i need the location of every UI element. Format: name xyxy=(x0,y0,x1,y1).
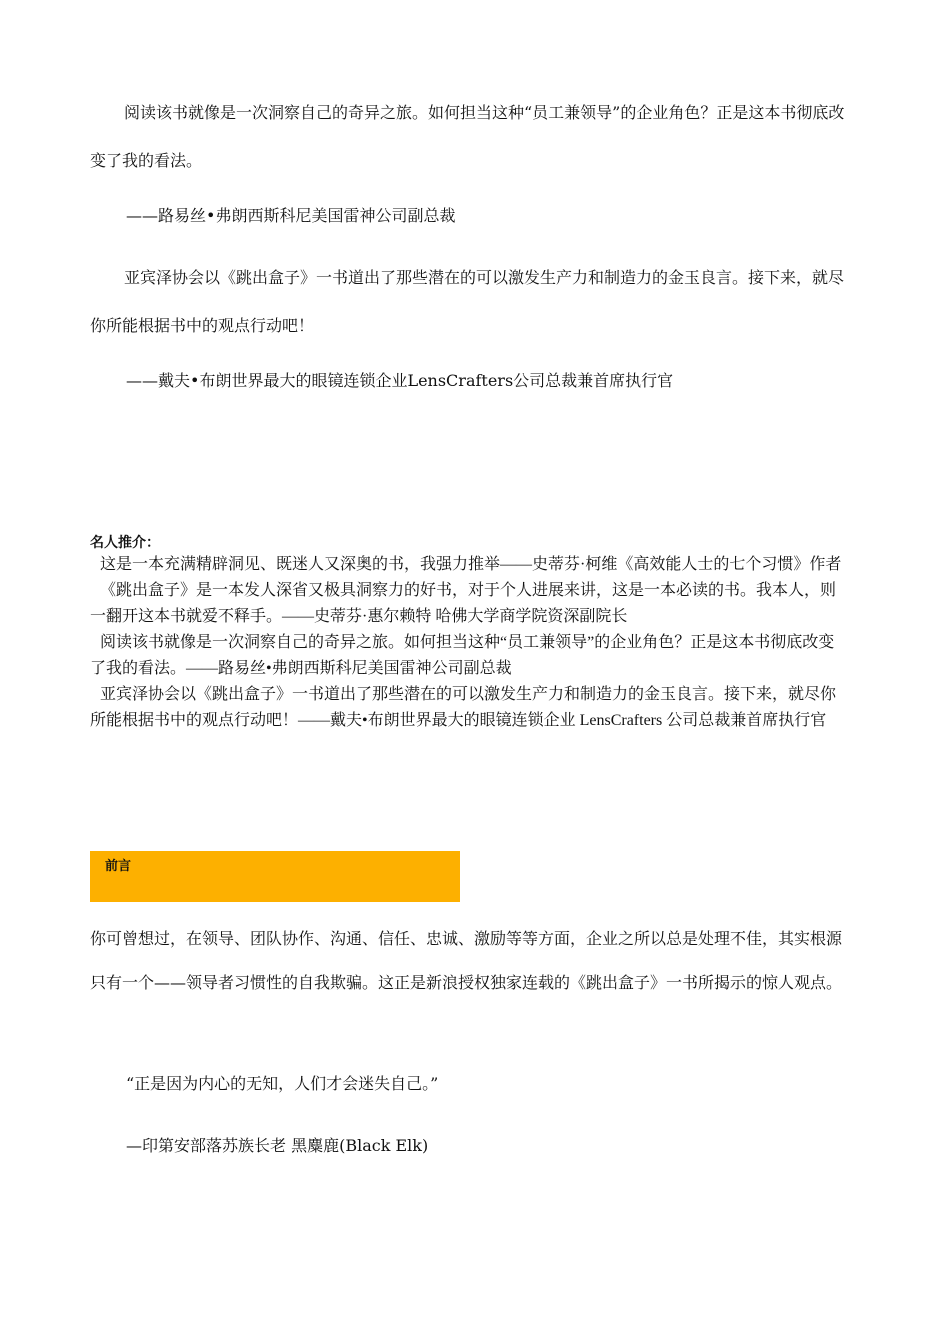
endorsement-signature: ——戴夫•布朗世界最大的眼镜连锁企业LensCrafters公司总裁兼首席执行官 xyxy=(126,371,674,390)
preface-quote-signature: —印第安部落苏族长老 黑麋鹿(Black Elk) xyxy=(126,1136,429,1155)
recommend-heading: 名人推介： xyxy=(90,534,160,550)
preface-paragraph: 你可曾想过，在领导、团队协作、沟通、信任、忠诚、激励等等方面，企业之所以总是处理不佳，其实根源只有一个——领导者习惯性的自我欺骗。这正是新浪授权独家连载的《跳出盒子》一书所揭示的惊人观点。 xyxy=(90,929,843,992)
preface-quote-attribution xyxy=(90,1134,850,1158)
endorsement-paragraph: 亚宾泽协会以《跳出盒子》一书道出了那些潜在的可以激发生产力和制造力的金玉良言。接下来，就尽你所能根据书中的观点行动吧！ xyxy=(90,268,845,335)
recommend-item: 这是一本充满精辟洞见、既迷人又深奥的书，我强力推举——史蒂芬·柯维《高效能人士的七个习惯》作者 xyxy=(100,556,842,573)
preface-quote xyxy=(90,1072,850,1096)
top-quote-1 xyxy=(90,89,850,185)
preface-intro xyxy=(90,917,850,1005)
top-quote-2-signature xyxy=(90,369,850,393)
top-quote-2 xyxy=(90,254,850,350)
endorsement-signature: ——路易丝•弗朗西斯科尼美国雷神公司副总裁 xyxy=(126,206,456,225)
endorsement-paragraph: 阅读该书就像是一次洞察自己的奇异之旅。如何担当这种“员工兼领导”的企业角色？正是这本书彻底改变了我的看法。 xyxy=(90,103,845,170)
recommend-item: 亚宾泽协会以《跳出盒子》一书道出了那些潜在的可以激发生产力和制造力的金玉良言。接下来，就尽你所能根据书中的观点行动吧！——戴夫•布朗世界最大的眼镜连锁企业 LensCrafters 公司总裁兼首席执行官 xyxy=(90,686,837,729)
preface-banner xyxy=(90,851,460,902)
recommend-item: 《跳出盒子》是一本发人深省又极具洞察力的好书，对于个人进展来讲，这是一本必读的书。我本人，则一翻开这本书就爱不释手。——史蒂芬·惠尔赖特 哈佛大学商学院资深副院长 xyxy=(90,582,837,625)
recommend-section xyxy=(90,532,850,734)
top-quote-1-signature xyxy=(90,204,850,228)
preface-quote-text: “正是因为内心的无知，人们才会迷失自己。” xyxy=(126,1074,439,1093)
recommend-item: 阅读该书就像是一次洞察自己的奇异之旅。如何担当这种“员工兼领导”的企业角色？正是这本书彻底改变了我的看法。——路易丝•弗朗西斯科尼美国雷神公司副总裁 xyxy=(90,634,835,677)
preface-title: 前言 xyxy=(105,858,132,873)
